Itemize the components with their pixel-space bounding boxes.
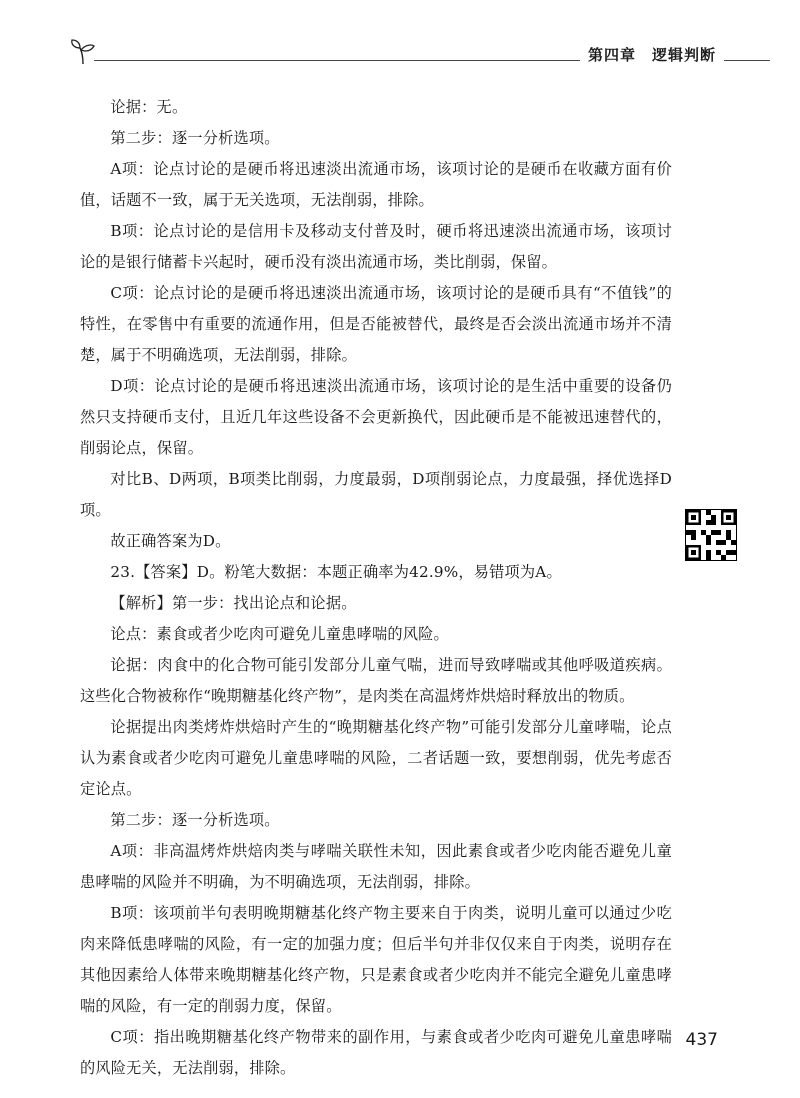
paragraph: 第二步：逐一分析选项。 [110,129,280,147]
qr-code[interactable] [685,509,737,561]
paragraph: A项：论点讨论的是硬币将迅速淡出流通市场，该项讨论的是硬币在收藏方面有价值，话题不一致，属于无关选项，无法削弱，排除。 [80,160,672,209]
chapter-number: 第四章 [587,46,636,64]
paragraph: B项：论点讨论的是信用卡及移动支付普及时，硬币将迅速淡出流通市场，该项讨论的是银行储蓄卡兴起时，硬币没有淡出流通市场，类比削弱，保留。 [80,222,672,271]
paragraph: D项：论点讨论的是硬币将迅速淡出流通市场，该项讨论的是生活中重要的设备仍然只支持硬币支付，且近几年这些设备不会更新换代，因此硬币是不能被迅速替代的，削弱论点，保留。 [80,377,672,457]
paragraph: A项：非高温烤炸烘焙肉类与哮喘关联性未知，因此素食或者少吃肉能否避免儿童患哮喘的风险并不明确，为不明确选项，无法削弱，排除。 [80,842,672,891]
qr-code-icon [686,510,736,560]
page-number: 437 [685,1030,718,1050]
paragraph: 论点：素食或者少吃肉可避免儿童患哮喘的风险。 [110,625,449,643]
paragraph: C项：指出晚期糖基化终产物带来的副作用，与素食或者少吃肉可避免儿童患哮喘的风险无关，无法削弱，排除。 [80,1028,672,1077]
paragraph: 对比B、D两项，B项类比削弱，力度最弱，D项削弱论点，力度最强，择优选择D项。 [80,470,672,519]
paragraph: B项：该项前半句表明晚期糖基化终产物主要来自于肉类，说明儿童可以通过少吃肉来降低患哮喘的风险，有一定的加强力度；但后半句并非仅仅来自于肉类，说明存在其他因素给人体带来晚期糖基化终产物，只是素食或者少吃肉并不能完全避免儿童患哮喘的风险，有一定的削弱力度，保留。 [80,904,672,1015]
paragraph: 【解析】第一步：找出论点和论据。 [110,594,357,612]
paragraph: 论据：肉食中的化合物可能引发部分儿童气喘，进而导致哮喘或其他呼吸道疾病。这些化合物被称作“晚期糖基化终产物”，是肉类在高温烤炸烘焙时释放出的物质。 [80,656,672,705]
paragraph: 论据提出肉类烤炸烘焙时产生的“晚期糖基化终产物”可能引发部分儿童哮喘，论点认为素食或者少吃肉可避免儿童患哮喘的风险，二者话题一致，要想削弱，优先考虑否定论点。 [80,718,672,798]
chapter-title [580,44,724,65]
page-body [80,92,672,1084]
paragraph: 第二步：逐一分析选项。 [110,811,280,829]
page-header [70,38,770,68]
paragraph: C项：论点讨论的是硬币将迅速淡出流通市场，该项讨论的是硬币具有“不值钱”的特性，在零售中有重要的流通作用，但是否能被替代，最终是否会淡出流通市场并不清楚，属于不明确选项，无法削弱，排除。 [80,284,672,364]
section-name: 逻辑判断 [651,46,716,64]
paragraph: 故正确答案为D。 [110,532,231,550]
sprout-icon [70,38,96,66]
paragraph: 23.【答案】D。粉笔大数据：本题正确率为42.9%，易错项为A。 [110,563,562,581]
paragraph: 论据：无。 [110,98,188,116]
